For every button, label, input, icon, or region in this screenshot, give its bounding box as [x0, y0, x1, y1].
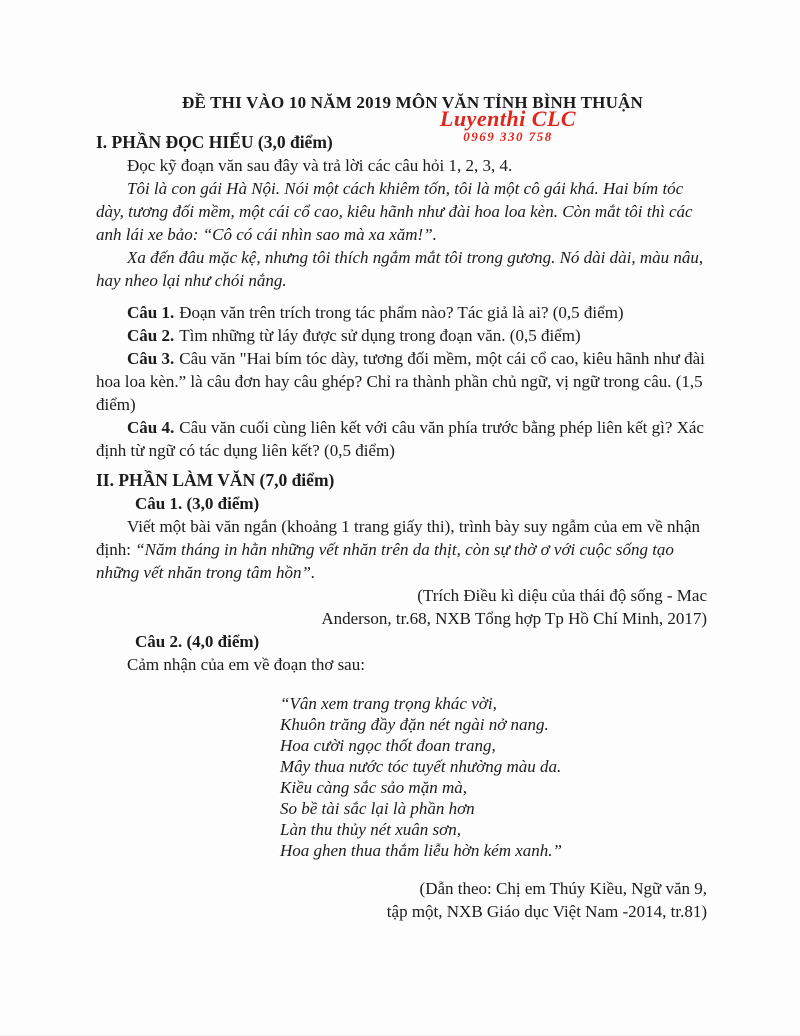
q1-citation-line1: (Trích Điều kì diệu của thái độ sống - Mac [417, 586, 707, 605]
q2-citation-line1: (Dẫn theo: Chị em Thúy Kiều, Ngữ văn 9, [419, 879, 707, 898]
reading-passage-paragraph-1: Tôi là con gái Hà Nội. Nói một cách khiêm tốn, tôi là một cô gái khá. Hai bím tóc dày, tương đối mềm, một cái cổ cao, kiêu hãnh như đài hoa loa kèn. Còn mắt tôi thì các anh lái xe bảo: “Cô có cái nhìn sao mà xa xăm!”. [96, 179, 693, 244]
section2-q2-label: Câu 2. (4,0 điểm) [135, 632, 260, 651]
section1-intro: Đọc kỹ đoạn văn sau đây và trả lời các câu hỏi 1, 2, 3, 4. [127, 156, 513, 175]
luyenthi-clc-logo [428, 108, 588, 144]
question-4 [96, 416, 707, 462]
poem-line-1: “Vân xem trang trọng khác vời, [280, 694, 497, 713]
section2-q1-label: Câu 1. (3,0 điểm) [135, 494, 260, 513]
poem-line-8: Hoa ghen thua thắm liễu hờn kém xanh.” [280, 841, 562, 860]
question-2-label: Câu 2. [127, 326, 175, 345]
poem-line-4: Mây thua nước tóc tuyết nhường màu da. [280, 757, 562, 776]
question-1-label: Câu 1. [127, 303, 175, 322]
poem-line-5: Kiều càng sắc sảo mặn mà, [280, 778, 467, 797]
poem-line-2: Khuôn trăng đầy đặn nét ngài nở nang. [280, 715, 549, 734]
question-1 [96, 301, 707, 324]
q2-citation-line2: tập một, NXB Giáo dục Việt Nam -2014, tr.81) [386, 902, 707, 921]
poem-line-7: Làn thu thủy nét xuân sơn, [280, 820, 461, 839]
section2-q1-prompt [96, 515, 707, 584]
poem-block [280, 693, 707, 861]
reading-passage-paragraph-2: Xa đến đâu mặc kệ, nhưng tôi thích ngắm mắt tôi trong gương. Nó dài dài, màu nâu, hay nheo lại như chói nắng. [96, 248, 704, 290]
poem-line-3: Hoa cười ngọc thốt đoan trang, [280, 736, 496, 755]
question-4-label: Câu 4. [127, 418, 175, 437]
section2-heading: II. PHẦN LÀM VĂN (7,0 điểm) [96, 470, 335, 490]
logo-phone-number: 0969 330 758 [463, 129, 553, 144]
q1-prompt-regular: Viết một bài văn ngắn (khoảng 1 trang giấy thi), trình bày suy ngẫm của em về nhận định: [96, 517, 701, 559]
poem-line-6: So bề tài sắc lại là phần hơn [280, 799, 475, 818]
q1-prompt-quote: “Năm tháng in hằn những vết nhăn trên da thịt, còn sự thờ ơ với cuộc sống tạo những vết nhăn trong tâm hồn”. [96, 540, 674, 582]
section1-heading: I. PHẦN ĐỌC HIỂU (3,0 điểm) [96, 132, 333, 152]
logo-brand-text: Luyenthi CLC [439, 106, 577, 131]
question-2-text: Tìm những từ láy được sử dụng trong đoạn văn. (0,5 điểm) [179, 326, 581, 345]
q1-citation-line2: Anderson, tr.68, NXB Tổng hợp Tp Hồ Chí Minh, 2017) [321, 609, 707, 628]
question-4-text: Câu văn cuối cùng liên kết với câu văn phía trước bằng phép liên kết gì? Xác định từ ngữ có tác dụng liên kết? (0,5 điểm) [96, 418, 704, 460]
question-2 [96, 324, 707, 347]
exam-title: ĐỀ THI VÀO 10 NĂM 2019 MÔN VĂN TỈNH BÌNH THUẬN [181, 93, 643, 112]
question-3-text: Câu văn "Hai bím tóc dày, tương đối mềm, một cái cổ cao, kiêu hãnh như đài hoa loa kèn.” là câu đơn hay câu ghép? Chỉ ra thành phần chủ ngữ, vị ngữ trong câu. (1,5 điểm) [96, 349, 705, 414]
question-3-label: Câu 3. [127, 349, 175, 368]
question-1-text: Đoạn văn trên trích trong tác phẩm nào? Tác giả là ai? (0,5 điểm) [179, 303, 624, 322]
section2-q2-intro: Cảm nhận của em về đoạn thơ sau: [127, 655, 365, 674]
question-3 [96, 347, 707, 416]
